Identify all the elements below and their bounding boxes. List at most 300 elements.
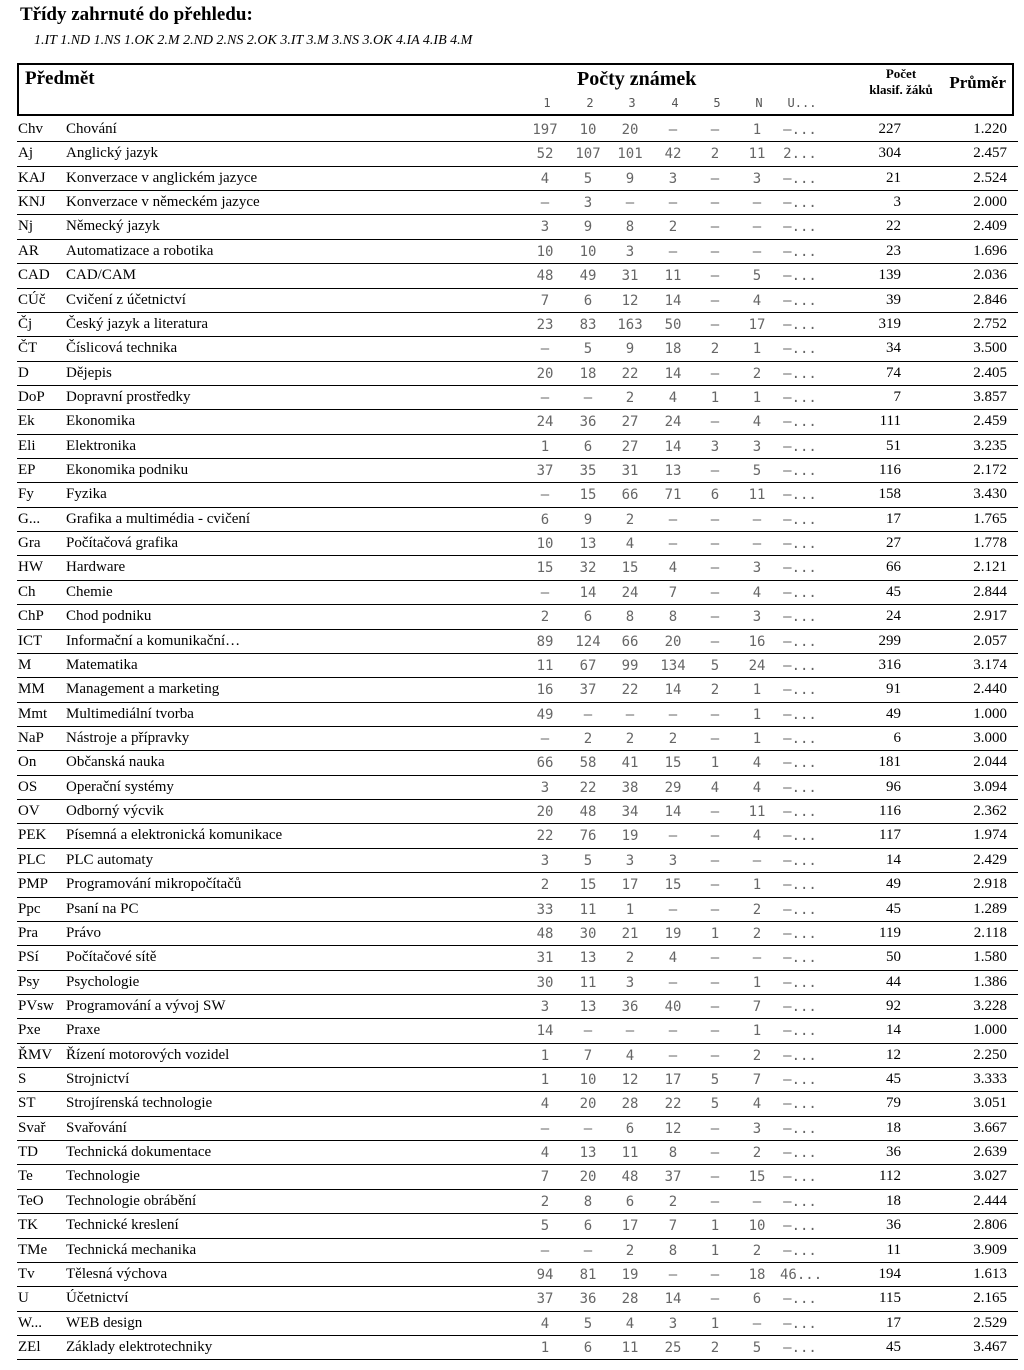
subject-abbreviation: S bbox=[18, 1071, 27, 1088]
grade-4-count: 134 bbox=[660, 657, 686, 674]
subject-name: Programování mikropočítačů bbox=[66, 876, 242, 893]
subject-name: Občanská nauka bbox=[66, 754, 165, 771]
grade-1-count: 22 bbox=[536, 828, 554, 845]
grade-5-count: – bbox=[710, 463, 720, 480]
grade-n-count: – bbox=[752, 195, 762, 212]
grade-u-count: –... bbox=[783, 877, 817, 894]
grade-5-count: – bbox=[710, 365, 720, 382]
grade-1-count: 10 bbox=[536, 243, 554, 260]
average-grade: 3.027 bbox=[973, 1168, 1007, 1185]
average-grade: 2.429 bbox=[973, 851, 1007, 868]
average-grade: 1.000 bbox=[973, 705, 1007, 722]
table-row bbox=[17, 800, 1018, 824]
grade-u-count: –... bbox=[783, 243, 817, 260]
subject-abbreviation: Aj bbox=[18, 145, 33, 162]
grade-2-count: 9 bbox=[583, 219, 593, 236]
grade-1-count: 2 bbox=[540, 877, 550, 894]
table-row bbox=[17, 142, 1018, 166]
average-grade: 3.174 bbox=[973, 656, 1007, 673]
subject-name: Ekonomika bbox=[66, 413, 136, 430]
grade-2-count: 5 bbox=[583, 852, 593, 869]
table-row bbox=[17, 1068, 1018, 1092]
grade-1-count: 37 bbox=[536, 463, 554, 480]
subject-name: PLC automaty bbox=[66, 851, 154, 868]
grade-n-count: – bbox=[752, 536, 762, 553]
grade-4-count: 11 bbox=[664, 268, 682, 285]
subject-header: Předmět bbox=[25, 68, 95, 89]
grade-n-count: 4 bbox=[752, 1096, 762, 1113]
grade-5-count: – bbox=[710, 804, 720, 821]
grade-5-count: – bbox=[710, 1023, 720, 1040]
grade-1-count: – bbox=[540, 389, 550, 406]
table-row bbox=[17, 581, 1018, 605]
grade-2-count: 5 bbox=[583, 1315, 593, 1332]
subject-abbreviation: TMe bbox=[18, 1241, 48, 1258]
grade-u-count: –... bbox=[783, 170, 817, 187]
grade-4-count: 3 bbox=[668, 170, 678, 187]
grade-2-count: – bbox=[583, 706, 593, 723]
subject-name: Písemná a elektronická komunikace bbox=[66, 827, 283, 844]
grade-3-count: 31 bbox=[621, 463, 639, 480]
grade-4-count: 4 bbox=[668, 950, 678, 967]
average-grade: 2.639 bbox=[973, 1144, 1007, 1161]
grade-4-count: 13 bbox=[664, 463, 682, 480]
subject-name: Technická dokumentace bbox=[66, 1144, 212, 1161]
grade-5-count: 1 bbox=[710, 389, 720, 406]
grade-n-count: – bbox=[752, 243, 762, 260]
subject-abbreviation: TK bbox=[18, 1217, 38, 1234]
grade-3-count: 34 bbox=[621, 804, 639, 821]
grade-5-count: 5 bbox=[710, 1072, 720, 1089]
classified-student-count: 119 bbox=[879, 924, 901, 941]
grade-5-count: – bbox=[710, 536, 720, 553]
classified-student-count: 3 bbox=[893, 194, 901, 211]
grade-4-count: – bbox=[668, 1023, 678, 1040]
average-grade: 3.051 bbox=[973, 1095, 1007, 1112]
grade-3-count: 9 bbox=[625, 341, 635, 358]
grade-3-count: 4 bbox=[625, 1047, 635, 1064]
grade-1-count: 1 bbox=[540, 438, 550, 455]
table-row bbox=[17, 410, 1018, 434]
grade-2-count: 13 bbox=[579, 950, 597, 967]
classified-student-count: 17 bbox=[886, 510, 901, 527]
grade-4-count: 7 bbox=[668, 1218, 678, 1235]
grade-2-count: 67 bbox=[579, 657, 597, 674]
classified-student-count: 17 bbox=[886, 1314, 901, 1331]
grade-1-count: – bbox=[540, 487, 550, 504]
grade-5-count: – bbox=[710, 974, 720, 991]
grade-1-count: – bbox=[540, 584, 550, 601]
subject-abbreviation: U bbox=[18, 1290, 29, 1307]
subject-abbreviation: AR bbox=[18, 242, 39, 259]
subject-abbreviation: Ppc bbox=[18, 900, 41, 917]
subject-name: CAD/CAM bbox=[66, 267, 137, 284]
subject-name: Dopravní prostředky bbox=[66, 388, 191, 405]
grade-5-count: – bbox=[710, 1145, 720, 1162]
grade-5-count: – bbox=[710, 1120, 720, 1137]
grade-2-count: 6 bbox=[583, 609, 593, 626]
average-grade: 2.057 bbox=[973, 632, 1007, 649]
subject-name: Grafika a multimédia - cvičení bbox=[66, 510, 251, 527]
grade-u-count: 2... bbox=[783, 146, 817, 163]
grade-4-count: 14 bbox=[664, 1291, 682, 1308]
grade-1-count: 3 bbox=[540, 852, 550, 869]
grade-3-count: 19 bbox=[621, 1266, 639, 1283]
grade-2-count: 7 bbox=[583, 1047, 593, 1064]
table-row bbox=[17, 1287, 1018, 1311]
grade-u-count: –... bbox=[783, 584, 817, 601]
grade-u-count: –... bbox=[783, 487, 817, 504]
subject-name: Matematika bbox=[66, 656, 138, 673]
grade-3-count: 12 bbox=[621, 1072, 639, 1089]
grade-2-count: 8 bbox=[583, 1193, 593, 1210]
subject-abbreviation: Mmt bbox=[18, 705, 48, 722]
grade-1-count: 30 bbox=[536, 974, 554, 991]
subject-abbreviation: PEK bbox=[18, 827, 47, 844]
grade-5-count: 1 bbox=[710, 1242, 720, 1259]
subject-name: Technické kreslení bbox=[66, 1217, 179, 1234]
table-row bbox=[17, 532, 1018, 556]
table-row bbox=[17, 727, 1018, 751]
subject-name: Český jazyk a literatura bbox=[66, 315, 209, 332]
grade-2-count: – bbox=[583, 389, 593, 406]
grade-2-count: 36 bbox=[579, 414, 597, 431]
grade-n-count: 1 bbox=[752, 730, 762, 747]
grade-4-count: 14 bbox=[664, 682, 682, 699]
average-grade: 2.844 bbox=[973, 583, 1007, 600]
average-grade: 2.250 bbox=[973, 1046, 1007, 1063]
grade-3-count: 2 bbox=[625, 389, 635, 406]
subject-abbreviation: OS bbox=[18, 778, 38, 795]
average-grade: 2.409 bbox=[973, 218, 1007, 235]
grade-3-count: 101 bbox=[617, 146, 643, 163]
grade-3-count: 66 bbox=[621, 487, 639, 504]
subject-abbreviation: Tv bbox=[18, 1265, 35, 1282]
table-row bbox=[17, 873, 1018, 897]
subject-abbreviation: ST bbox=[18, 1095, 36, 1112]
table-row bbox=[17, 1312, 1018, 1336]
grade-1-count: 2 bbox=[540, 609, 550, 626]
grade-2-count: 107 bbox=[575, 146, 601, 163]
grade-u-count: –... bbox=[783, 779, 817, 796]
grade-u-count: –... bbox=[783, 706, 817, 723]
table-row bbox=[17, 240, 1018, 264]
average-header: Průměr bbox=[949, 73, 1006, 92]
subject-abbreviation: EP bbox=[18, 462, 36, 479]
grade-2-count: 124 bbox=[575, 633, 601, 650]
average-grade: 2.000 bbox=[973, 194, 1007, 211]
average-grade: 1.386 bbox=[973, 973, 1007, 990]
grade-5-count: – bbox=[710, 706, 720, 723]
grade-4-count: – bbox=[668, 511, 678, 528]
grade-3-count: 17 bbox=[621, 1218, 639, 1235]
grade-u-count: –... bbox=[783, 974, 817, 991]
grade-2-count: – bbox=[583, 1120, 593, 1137]
subject-name: Řízení motorových vozidel bbox=[66, 1046, 230, 1063]
subject-abbreviation: G... bbox=[18, 510, 41, 527]
grade-n-count: – bbox=[752, 1193, 762, 1210]
grade-counts-header: Počty známek bbox=[577, 68, 697, 90]
subject-name: Technologie bbox=[66, 1168, 140, 1185]
classified-student-count: 96 bbox=[886, 778, 901, 795]
subject-name: Automatizace a robotika bbox=[66, 242, 214, 259]
subject-abbreviation: Pra bbox=[18, 924, 38, 941]
table-row bbox=[17, 678, 1018, 702]
grade-1-count: 48 bbox=[536, 925, 554, 942]
grade-u-count: –... bbox=[783, 682, 817, 699]
subject-abbreviation: On bbox=[18, 754, 37, 771]
grade-2-count: 10 bbox=[579, 122, 597, 138]
table-row bbox=[17, 922, 1018, 946]
average-grade: 1.696 bbox=[973, 242, 1007, 259]
grade-2-count: 6 bbox=[583, 1218, 593, 1235]
grade-u-count: –... bbox=[783, 804, 817, 821]
subject-abbreviation: Nj bbox=[18, 218, 33, 235]
grade-5-count: – bbox=[710, 1193, 720, 1210]
grade-3-count: 6 bbox=[625, 1193, 635, 1210]
grade-3-count: 36 bbox=[621, 998, 639, 1015]
subject-abbreviation: W... bbox=[18, 1314, 43, 1331]
grade-3-count: 24 bbox=[621, 584, 639, 601]
subject-name: Technologie obrábění bbox=[66, 1192, 197, 1209]
grade-1-count: 7 bbox=[540, 1169, 550, 1186]
grade-4-count: 3 bbox=[668, 1315, 678, 1332]
grade-4-count: – bbox=[668, 1266, 678, 1283]
grade-4-count: – bbox=[668, 243, 678, 260]
table-row bbox=[17, 1092, 1018, 1116]
grade-u-count: –... bbox=[783, 389, 817, 406]
subject-abbreviation: KNJ bbox=[18, 194, 46, 211]
grade-2-count: 5 bbox=[583, 170, 593, 187]
grade-5-count: – bbox=[710, 292, 720, 309]
subject-abbreviation: ČT bbox=[18, 340, 38, 357]
grade-2-count: 81 bbox=[579, 1266, 597, 1283]
grade-5-count: – bbox=[710, 901, 720, 918]
classified-student-count: 45 bbox=[886, 583, 901, 600]
grade-3-count: 8 bbox=[625, 219, 635, 236]
grade-4-count: 40 bbox=[664, 998, 682, 1015]
grade-1-count: 197 bbox=[532, 122, 558, 138]
average-grade: 1.289 bbox=[973, 900, 1007, 917]
grade-5-count: – bbox=[710, 316, 720, 333]
subject-name: Multimediální tvorba bbox=[66, 705, 194, 722]
grade-u-count: –... bbox=[783, 852, 817, 869]
grade-1-count: 49 bbox=[536, 706, 554, 723]
subject-name: Účetnictví bbox=[66, 1290, 129, 1307]
grade-n-count: 11 bbox=[748, 146, 766, 163]
grade-1-count: 11 bbox=[536, 657, 554, 674]
table-row bbox=[17, 508, 1018, 532]
grade-n-count: – bbox=[752, 511, 762, 528]
grade-4-header: 4 bbox=[671, 96, 679, 110]
grade-2-count: 5 bbox=[583, 341, 593, 358]
grade-n-count: 1 bbox=[752, 341, 762, 358]
grade-u-count: –... bbox=[783, 122, 817, 138]
grade-4-count: 8 bbox=[668, 1145, 678, 1162]
grade-5-count: 1 bbox=[710, 1315, 720, 1332]
subject-name: Počítačové sítě bbox=[66, 949, 157, 966]
classified-student-count: 14 bbox=[886, 1022, 901, 1039]
average-grade: 2.440 bbox=[973, 681, 1007, 698]
table-row bbox=[17, 654, 1018, 678]
grade-1-count: 37 bbox=[536, 1291, 554, 1308]
grade-4-count: 2 bbox=[668, 730, 678, 747]
average-grade: 3.333 bbox=[973, 1071, 1007, 1088]
grade-3-count: 2 bbox=[625, 511, 635, 528]
included-classes: 1.IT 1.ND 1.NS 1.OK 2.M 2.ND 2.NS 2.OK 3.IT 3.M 3.NS 3.OK 4.IA 4.IB 4.M bbox=[34, 33, 473, 48]
grade-1-count: 3 bbox=[540, 779, 550, 796]
grade-n-header: N bbox=[755, 96, 763, 110]
grade-5-count: 2 bbox=[710, 146, 720, 163]
grade-5-count: – bbox=[710, 584, 720, 601]
table-row bbox=[17, 386, 1018, 410]
table-row bbox=[17, 191, 1018, 215]
grade-u-count: –... bbox=[783, 925, 817, 942]
grade-u-count: –... bbox=[783, 755, 817, 772]
grade-2-count: 6 bbox=[583, 292, 593, 309]
grade-3-header: 3 bbox=[628, 96, 636, 110]
grade-n-count: 2 bbox=[752, 925, 762, 942]
grade-n-count: 5 bbox=[752, 268, 762, 285]
grade-u-count: –... bbox=[783, 463, 817, 480]
classified-student-count: 27 bbox=[886, 535, 901, 552]
grade-n-count: 18 bbox=[748, 1266, 766, 1283]
grade-n-count: – bbox=[752, 852, 762, 869]
average-grade: 3.909 bbox=[973, 1241, 1007, 1258]
average-grade: 2.044 bbox=[973, 754, 1007, 771]
grade-4-count: – bbox=[668, 974, 678, 991]
classified-student-count: 50 bbox=[886, 949, 901, 966]
subject-abbreviation: TeO bbox=[18, 1192, 44, 1209]
grade-n-count: 1 bbox=[752, 682, 762, 699]
subject-abbreviation: Te bbox=[18, 1168, 33, 1185]
grade-1-count: – bbox=[540, 341, 550, 358]
grade-5-count: – bbox=[710, 998, 720, 1015]
subject-name: Chod podniku bbox=[66, 608, 152, 625]
grade-n-count: 5 bbox=[752, 1339, 762, 1356]
grade-4-count: – bbox=[668, 1047, 678, 1064]
subject-abbreviation: NaP bbox=[18, 729, 44, 746]
table-row bbox=[17, 435, 1018, 459]
grade-5-count: – bbox=[710, 243, 720, 260]
grade-n-count: 1 bbox=[752, 877, 762, 894]
subject-abbreviation: ChP bbox=[18, 608, 44, 625]
table-row bbox=[17, 1336, 1018, 1360]
grade-1-count: 1 bbox=[540, 1072, 550, 1089]
table-row bbox=[17, 556, 1018, 580]
average-grade: 3.857 bbox=[973, 388, 1007, 405]
grade-3-count: 38 bbox=[621, 779, 639, 796]
grade-5-count: 2 bbox=[710, 682, 720, 699]
classified-student-count: 7 bbox=[893, 388, 901, 405]
grade-n-count: 1 bbox=[752, 122, 762, 138]
grade-2-count: 83 bbox=[579, 316, 597, 333]
classified-student-count: 117 bbox=[879, 827, 901, 844]
grade-u-count: –... bbox=[783, 1047, 817, 1064]
grade-2-count: 20 bbox=[579, 1169, 597, 1186]
grade-n-count: 4 bbox=[752, 779, 762, 796]
classified-student-count: 36 bbox=[886, 1217, 901, 1234]
classified-student-count: 116 bbox=[879, 803, 901, 820]
grade-3-count: 4 bbox=[625, 536, 635, 553]
subject-abbreviation: PVsw bbox=[18, 997, 54, 1014]
grade-4-count: 8 bbox=[668, 1242, 678, 1259]
grade-4-count: – bbox=[668, 536, 678, 553]
subject-abbreviation: Eli bbox=[18, 437, 36, 454]
table-row bbox=[17, 995, 1018, 1019]
classified-student-count: 139 bbox=[878, 267, 901, 284]
grade-u-count: –... bbox=[783, 657, 817, 674]
grade-1-count: 5 bbox=[540, 1218, 550, 1235]
classified-student-count: 22 bbox=[886, 218, 901, 235]
table-row bbox=[17, 971, 1018, 995]
average-grade: 3.235 bbox=[973, 437, 1007, 454]
grade-n-count: 3 bbox=[752, 560, 762, 577]
grade-2-count: 9 bbox=[583, 511, 593, 528]
grade-2-count: 11 bbox=[579, 901, 597, 918]
grade-4-count: 15 bbox=[664, 755, 682, 772]
grade-5-count: – bbox=[710, 852, 720, 869]
grade-3-count: 17 bbox=[621, 877, 639, 894]
average-grade: 1.220 bbox=[973, 121, 1007, 137]
grade-1-count: 94 bbox=[536, 1266, 554, 1283]
average-grade: 1.778 bbox=[973, 535, 1007, 552]
classified-student-count: 39 bbox=[886, 291, 901, 308]
table-row bbox=[17, 703, 1018, 727]
grade-2-count: 22 bbox=[579, 779, 597, 796]
grade-5-count: 2 bbox=[710, 341, 720, 358]
grade-u-count: –... bbox=[783, 1072, 817, 1089]
grade-3-count: 19 bbox=[621, 828, 639, 845]
grade-5-count: 5 bbox=[710, 657, 720, 674]
subject-name: Právo bbox=[66, 924, 101, 941]
classified-student-count: 45 bbox=[886, 1338, 901, 1355]
subject-name: Operační systémy bbox=[66, 778, 174, 795]
table-row bbox=[17, 849, 1018, 873]
grade-4-count: 29 bbox=[664, 779, 682, 796]
subject-name: Chování bbox=[66, 121, 117, 137]
average-grade: 3.000 bbox=[973, 729, 1007, 746]
grade-5-count: 2 bbox=[710, 1339, 720, 1356]
classified-student-count: 18 bbox=[886, 1192, 901, 1209]
grade-2-count: 32 bbox=[579, 560, 597, 577]
table-row bbox=[17, 483, 1018, 507]
table-row bbox=[17, 215, 1018, 239]
grade-1-count: 31 bbox=[536, 950, 554, 967]
student-count-header-line1: Počet bbox=[885, 66, 917, 81]
grade-4-count: 2 bbox=[668, 1193, 678, 1210]
table-row bbox=[17, 1044, 1018, 1068]
grade-1-count: 4 bbox=[540, 170, 550, 187]
grade-4-count: 24 bbox=[664, 414, 682, 431]
grade-u-count: –... bbox=[783, 1291, 817, 1308]
grade-u-count: –... bbox=[783, 1242, 817, 1259]
grade-u-count: –... bbox=[783, 511, 817, 528]
grade-2-count: 3 bbox=[583, 195, 593, 212]
grade-u-count: –... bbox=[783, 414, 817, 431]
subject-abbreviation: M bbox=[18, 656, 32, 673]
grade-n-count: 2 bbox=[752, 1047, 762, 1064]
subject-abbreviation: Ek bbox=[18, 413, 35, 430]
grade-2-count: 11 bbox=[579, 974, 597, 991]
grade-n-count: 24 bbox=[748, 657, 766, 674]
grade-2-count: 15 bbox=[579, 487, 597, 504]
average-grade: 2.165 bbox=[973, 1290, 1007, 1307]
grade-1-count: 2 bbox=[540, 1193, 550, 1210]
classified-student-count: 49 bbox=[886, 705, 901, 722]
subject-name: Německý jazyk bbox=[66, 218, 160, 235]
grade-2-count: 10 bbox=[579, 243, 597, 260]
